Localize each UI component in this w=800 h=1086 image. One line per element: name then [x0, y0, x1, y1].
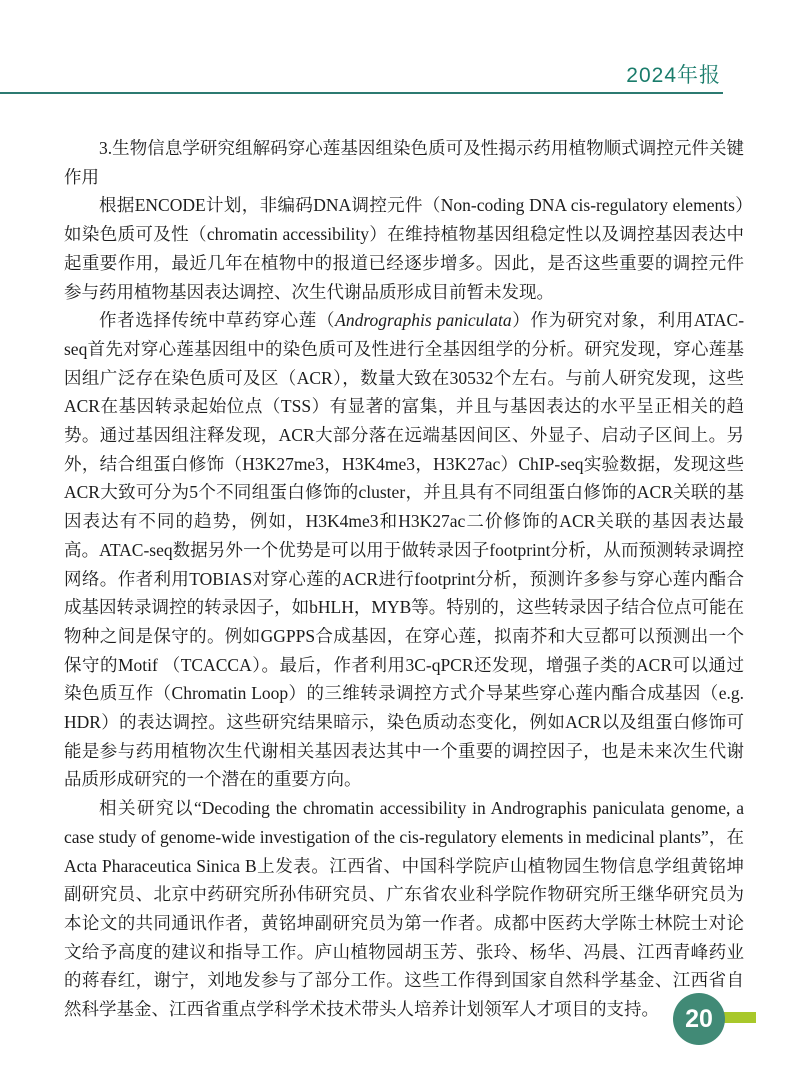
paragraph-research-text-end: ）作为研究对象，利用ATAC-seq首先对穿心莲基因组中的染色质可及性进行全基因组学的分析。研究发现，穿心莲基因组广泛存在染色质可及区（ACR），数量大致在30532个左右。与前人研究发现，这些ACR在基因转录起始位点（TSS）有显著的富集，并且与基因表达的水平呈正相关的趋势。通过基因组注释发现，ACR大部分落在远端基因间区、外显子、启动子区间上。另外，结合组蛋白修饰（H3K27me3，H3K4me3，H3K27ac）ChIP-seq实验数据，发现这些ACR大致可分为5个不同组蛋白修饰的cluster，并且具有不同组蛋白修饰的ACR关联的基因表达有不同的趋势，例如，H3K4me3和H3K27ac二价修饰的ACR关联的基因表达最高。ATAC-seq数据另外一个优势是可以用于做转录因子footprint分析，从而预测转录调控网络。作者利用TOBIAS对穿心莲的ACR进行footprint分析，预测许多参与穿心莲内酯合成基因转录调控的转录因子，如bHLH，MYB等。特别的，这些转录因子结合位点可能在物种之间是保守的。例如GGPPS合成基因，在穿心莲，拟南芥和大豆都可以预测出一个保守的Motif （TCACCA）。最后，作者利用3C-qPCR还发现，增强子类的ACR可以通过染色质互作（Chromatin Loop）的三维转录调控方式介导某些穿心莲内酯合成基因（e.g. HDR）的表达调控。这些研究结果暗示，染色质动态变化，例如ACR以及组蛋白修饰可能是参与药用植物次生代谢相关基因表达其中一个重要的调控因子，也是未来次生代谢品质形成研究的一个潜在的重要方向。	[64, 310, 745, 790]
header-divider	[0, 92, 723, 94]
paragraph-research	[64, 306, 744, 794]
page-number-badge	[673, 993, 725, 1045]
species-latin-name: Andrographis paniculata	[335, 310, 512, 331]
page-number: 20	[685, 1004, 713, 1033]
paragraph-background: 根据ENCODE计划，非编码DNA调控元件（Non-coding DNA cis-regulatory elements）如染色质可及性（chromatin accessibility）在维持植物基因组稳定性以及调控基因表达中起重要作用，最近几年在植物中的报道已经逐步增多。因此，是否这些重要的调控元件参与药用植物基因表达调控、次生代谢品质形成目前暂未发现。	[64, 195, 744, 302]
article-body	[64, 134, 744, 1024]
paragraph-research-text-start: 作者选择传统中草药穿心莲（	[99, 310, 336, 331]
page-title: 2024年报	[626, 64, 721, 87]
article-heading: 3.生物信息学研究组解码穿心莲基因组染色质可及性揭示药用植物顺式调控元件关键作用	[64, 138, 744, 187]
paragraph-publication: 相关研究以“Decoding the chromatin accessibility in Andrographis paniculata genome, a case study of genome-wide investigation of the cis-regulatory elements in medicinal plants”，在Acta Pharaceutica Sinica B上发表。江西省、中国科学院庐山植物园生物信息学组黄铭坤副研究员、北京中药研究所孙伟研究员、广东省农业科学院作物研究所王继华研究员为本论文的共同通讯作者，黄铭坤副研究员为第一作者。成都中医药大学陈士林院士对论文给予高度的建议和指导工作。庐山植物园胡玉芳、张玲、杨华、冯晨、江西青峰药业的蒋春红，谢宁，刘地发参与了部分工作。这些工作得到国家自然科学基金、江西省自然科学基金、江西省重点学科学术技术带头人培养计划领军人才项目的支持。	[64, 798, 744, 1020]
